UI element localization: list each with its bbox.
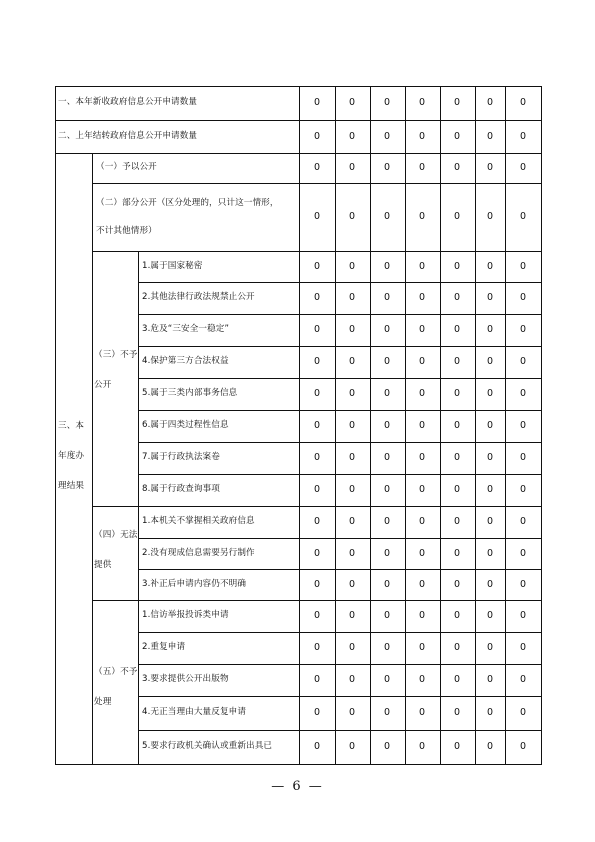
cell-value: 0 [418, 516, 426, 527]
row-label: 3.补正后申请内容仍不明确 [142, 578, 247, 589]
cell-value: 0 [486, 97, 494, 108]
cell-value: 0 [486, 484, 494, 495]
table-row-rule [138, 632, 541, 633]
cell-value: 0 [519, 452, 527, 463]
page-number: — 6 — [271, 779, 324, 794]
cell-value: 0 [486, 741, 494, 752]
cell-value: 0 [383, 211, 391, 222]
cell-value: 0 [519, 741, 527, 752]
cell-value: 0 [313, 547, 321, 559]
cell-value: 0 [519, 674, 527, 685]
cell-value: 0 [453, 162, 461, 173]
cell-value: 0 [486, 642, 494, 653]
cell-value: 0 [453, 516, 461, 527]
cell-value: 0 [348, 547, 356, 559]
value-column-rule [440, 86, 441, 764]
cell-value: 0 [453, 674, 461, 685]
cell-value: 0 [486, 420, 494, 431]
row-label: 5.属于三类内部事务信息 [142, 388, 238, 398]
cell-value: 0 [313, 578, 321, 590]
cell-value: 0 [486, 324, 494, 335]
cell-value: 0 [486, 130, 494, 142]
cell-value: 0 [383, 484, 391, 495]
cell-value: 0 [383, 674, 391, 685]
cell-value: 0 [418, 547, 426, 559]
table-row-rule [55, 153, 541, 154]
cell-value: 0 [519, 516, 527, 527]
cell-value: 0 [418, 420, 426, 431]
cell-value: 0 [383, 516, 391, 527]
table-row-rule [138, 314, 541, 315]
cell-value: 0 [313, 324, 321, 335]
cell-value: 0 [348, 420, 356, 431]
cell-value: 0 [348, 610, 356, 621]
cell-value: 0 [313, 707, 321, 718]
cell-value: 0 [313, 484, 321, 495]
row-label: 1.本机关不掌握相关政府信息 [142, 516, 255, 526]
cell-value: 0 [519, 578, 527, 590]
cell-value: 0 [348, 388, 356, 399]
table-row-rule [92, 600, 541, 601]
cell-value: 0 [519, 130, 527, 142]
cell-value: 0 [519, 211, 527, 222]
table-row-rule [138, 442, 541, 443]
group-label: 公开 [94, 380, 112, 390]
cell-value: 0 [418, 260, 426, 272]
row-label: （二）部分公开（区分处理的，只计这一情形， [96, 198, 279, 208]
cell-value: 0 [453, 452, 461, 463]
row-label: 4.无正当理由大量反复申请 [142, 707, 247, 717]
cell-value: 0 [418, 452, 426, 463]
table-left-border [55, 86, 56, 764]
row-label: 1.属于国家秘密 [142, 260, 203, 271]
cell-value: 0 [348, 484, 356, 495]
cell-value: 0 [348, 452, 356, 463]
table-row-rule [138, 538, 541, 539]
cell-value: 0 [383, 260, 391, 272]
cell-value: 0 [486, 516, 494, 527]
cell-value: 0 [418, 610, 426, 621]
cell-value: 0 [383, 356, 391, 367]
cell-value: 0 [313, 130, 321, 142]
cell-value: 0 [453, 97, 461, 108]
cell-value: 0 [418, 484, 426, 495]
cell-value: 0 [383, 97, 391, 108]
value-column-rule [335, 86, 336, 764]
row-label: 1.信访举报投诉类申请 [142, 610, 229, 620]
cell-value: 0 [313, 211, 321, 222]
table-row-rule [138, 730, 541, 731]
row-label: 2.其他法律行政法规禁止公开 [142, 292, 255, 302]
row-label: 2.重复申请 [142, 642, 186, 652]
table-row-rule [138, 282, 541, 283]
table-row-rule [138, 664, 541, 665]
value-column-rule [505, 86, 506, 764]
cell-value: 0 [519, 388, 527, 399]
cell-value: 0 [383, 324, 391, 335]
cell-value: 0 [453, 547, 461, 559]
table-row-rule [138, 696, 541, 697]
cell-value: 0 [453, 420, 461, 431]
table-row-rule [138, 474, 541, 475]
group-label: 提供 [94, 560, 112, 570]
table-bottom-border [55, 764, 542, 765]
cell-value: 0 [519, 324, 527, 335]
cell-value: 0 [348, 707, 356, 718]
cell-value: 0 [486, 674, 494, 685]
cell-value: 0 [348, 356, 356, 367]
cell-value: 0 [519, 610, 527, 621]
row-label: 4.保护第三方合法权益 [142, 356, 229, 366]
cell-value: 0 [313, 741, 321, 752]
value-column-rule [370, 86, 371, 764]
cell-value: 0 [313, 420, 321, 431]
row-label: 一、本年新收政府信息公开申请数量 [58, 97, 198, 107]
cell-value: 0 [486, 578, 494, 590]
cell-value: 0 [348, 324, 356, 335]
cell-value: 0 [313, 97, 321, 108]
row-label: 6.属于四类过程性信息 [142, 420, 229, 430]
cell-value: 0 [313, 452, 321, 463]
row-label: 二、上年结转政府信息公开申请数量 [58, 130, 198, 141]
cell-value: 0 [383, 420, 391, 431]
cell-value: 0 [348, 741, 356, 752]
table-row-rule [138, 410, 541, 411]
cell-value: 0 [348, 292, 356, 303]
table-row-rule [138, 569, 541, 570]
table-row-rule [92, 183, 541, 184]
cell-value: 0 [383, 610, 391, 621]
table-right-border [541, 86, 542, 765]
cell-value: 0 [453, 356, 461, 367]
cell-value: 0 [313, 674, 321, 685]
cell-value: 0 [348, 260, 356, 272]
group-label: （五）不予 [94, 667, 138, 677]
cell-value: 0 [418, 97, 426, 108]
row-label: 8.属于行政查询事项 [142, 484, 220, 494]
section-label: 理结果 [58, 481, 85, 491]
table-row-rule [55, 120, 541, 121]
cell-value: 0 [519, 707, 527, 718]
cell-value: 0 [418, 292, 426, 303]
cell-value: 0 [313, 516, 321, 527]
cell-value: 0 [383, 578, 391, 590]
cell-value: 0 [383, 162, 391, 173]
cell-value: 0 [383, 642, 391, 653]
cell-value: 0 [418, 130, 426, 142]
table-row-rule [92, 251, 541, 252]
cell-value: 0 [418, 324, 426, 335]
row-label: （一）予以公开 [96, 162, 157, 172]
cell-value: 0 [383, 741, 391, 752]
table-row-rule [138, 346, 541, 347]
cell-value: 0 [313, 388, 321, 399]
value-column-rule [299, 86, 300, 764]
section-column-rule [92, 153, 93, 764]
cell-value: 0 [313, 260, 321, 272]
cell-value: 0 [348, 642, 356, 653]
cell-value: 0 [383, 130, 391, 142]
cell-value: 0 [519, 642, 527, 653]
cell-value: 0 [453, 578, 461, 590]
group-label: （三）不予 [94, 350, 138, 360]
cell-value: 0 [348, 162, 356, 173]
cell-value: 0 [383, 292, 391, 303]
cell-value: 0 [486, 388, 494, 399]
cell-value: 0 [313, 292, 321, 303]
cell-value: 0 [519, 97, 527, 108]
cell-value: 0 [313, 162, 321, 173]
cell-value: 0 [348, 130, 356, 142]
cell-value: 0 [486, 610, 494, 621]
section-label: 三、本 [58, 421, 85, 431]
cell-value: 0 [486, 707, 494, 718]
cell-value: 0 [348, 674, 356, 685]
cell-value: 0 [453, 130, 461, 142]
cell-value: 0 [453, 292, 461, 303]
cell-value: 0 [453, 260, 461, 272]
row-label: 7.属于行政执法案卷 [142, 452, 220, 462]
cell-value: 0 [453, 484, 461, 495]
cell-value: 0 [418, 356, 426, 367]
value-column-rule [475, 86, 476, 764]
cell-value: 0 [453, 707, 461, 718]
cell-value: 0 [383, 547, 391, 559]
cell-value: 0 [519, 547, 527, 559]
table-row-rule [92, 506, 541, 507]
cell-value: 0 [348, 211, 356, 222]
row-label: 3.要求提供公开出版物 [142, 674, 229, 684]
cell-value: 0 [383, 388, 391, 399]
cell-value: 0 [348, 97, 356, 108]
row-label: 5.要求行政机关确认或重新出具已 [142, 741, 273, 751]
cell-value: 0 [418, 642, 426, 653]
cell-value: 0 [418, 162, 426, 173]
group-label: 处理 [94, 697, 112, 707]
cell-value: 0 [453, 610, 461, 621]
cell-value: 0 [486, 356, 494, 367]
cell-value: 0 [453, 324, 461, 335]
cell-value: 0 [453, 388, 461, 399]
cell-value: 0 [418, 741, 426, 752]
cell-value: 0 [519, 356, 527, 367]
cell-value: 0 [453, 741, 461, 752]
cell-value: 0 [418, 211, 426, 222]
row-label: 2.没有现成信息需要另行制作 [142, 547, 255, 558]
cell-value: 0 [519, 484, 527, 495]
cell-value: 0 [486, 260, 494, 272]
cell-value: 0 [486, 547, 494, 559]
cell-value: 0 [418, 388, 426, 399]
cell-value: 0 [313, 642, 321, 653]
cell-value: 0 [348, 578, 356, 590]
cell-value: 0 [486, 292, 494, 303]
cell-value: 0 [418, 707, 426, 718]
cell-value: 0 [486, 162, 494, 173]
cell-value: 0 [418, 578, 426, 590]
value-column-rule [405, 86, 406, 764]
table-row-rule [55, 86, 541, 87]
cell-value: 0 [453, 211, 461, 222]
cell-value: 0 [486, 452, 494, 463]
section-label: 年度办 [58, 451, 85, 461]
cell-value: 0 [519, 292, 527, 303]
cell-value: 0 [313, 356, 321, 367]
cell-value: 0 [453, 642, 461, 653]
cell-value: 0 [348, 516, 356, 527]
row-label: 3.危及“三安全一稳定” [142, 324, 230, 334]
cell-value: 0 [519, 420, 527, 431]
cell-value: 0 [313, 610, 321, 621]
cell-value: 0 [383, 452, 391, 463]
cell-value: 0 [519, 260, 527, 272]
group-label: （四）无法 [94, 530, 138, 540]
cell-value: 0 [383, 707, 391, 718]
row-label: 不计其他情形） [96, 226, 157, 236]
table-row-rule [138, 378, 541, 379]
cell-value: 0 [486, 211, 494, 222]
cell-value: 0 [519, 162, 527, 173]
cell-value: 0 [418, 674, 426, 685]
category-column-rule [138, 251, 139, 764]
